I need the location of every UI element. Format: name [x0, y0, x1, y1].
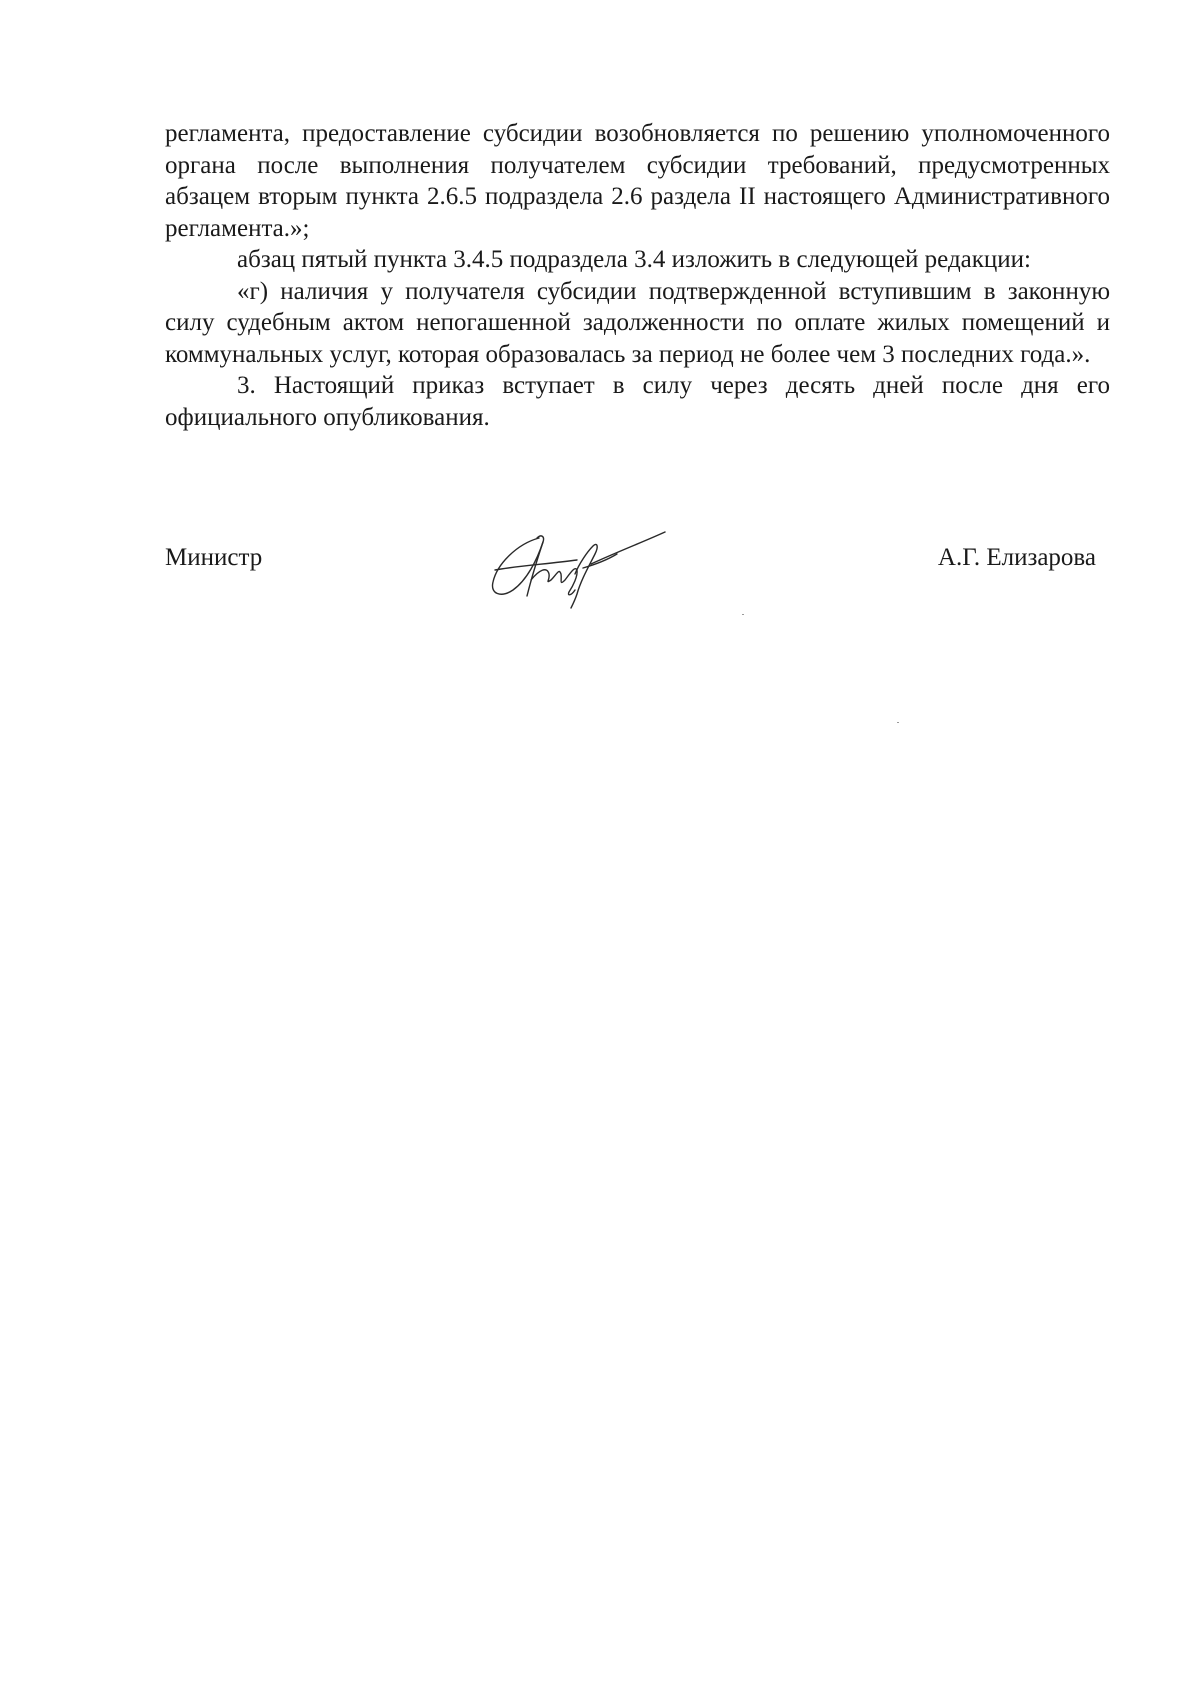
paragraph-continuation: регламента, предоставление субсидии возобновляется по решению уполномоченного органа после выполнения получателем субсидии требований, предусмотренных абзацем вторым пункта 2.6.5 подраздела 2.6 раздела II настоящего Административного регламента.»;: [165, 120, 1110, 242]
paragraph-amendment-text: «г) наличия у получателя субсидии подтвержденной вступившим в законную силу судебным актом непогашенной задолженности по оплате жилых помещений и коммунальных услуг, которая образовалась за период не более чем 3 последних года.».: [165, 277, 1110, 368]
signer-name: А.Г. Елизарова: [937, 544, 1096, 571]
scan-speck: [897, 722, 899, 723]
signature-block: [165, 536, 1110, 626]
handwritten-signature: [487, 530, 672, 610]
paragraph-amendment-intro: абзац пятый пункта 3.4.5 подраздела 3.4 изложить в следующей редакции:: [237, 246, 1031, 273]
paragraph-entry-into-force: 3. Настоящий приказ вступает в силу через десять дней после дня его официального опубликования.: [165, 372, 1110, 431]
document-body: [165, 118, 1110, 433]
signer-position: Министр: [165, 544, 263, 571]
scan-speck: [742, 614, 744, 615]
